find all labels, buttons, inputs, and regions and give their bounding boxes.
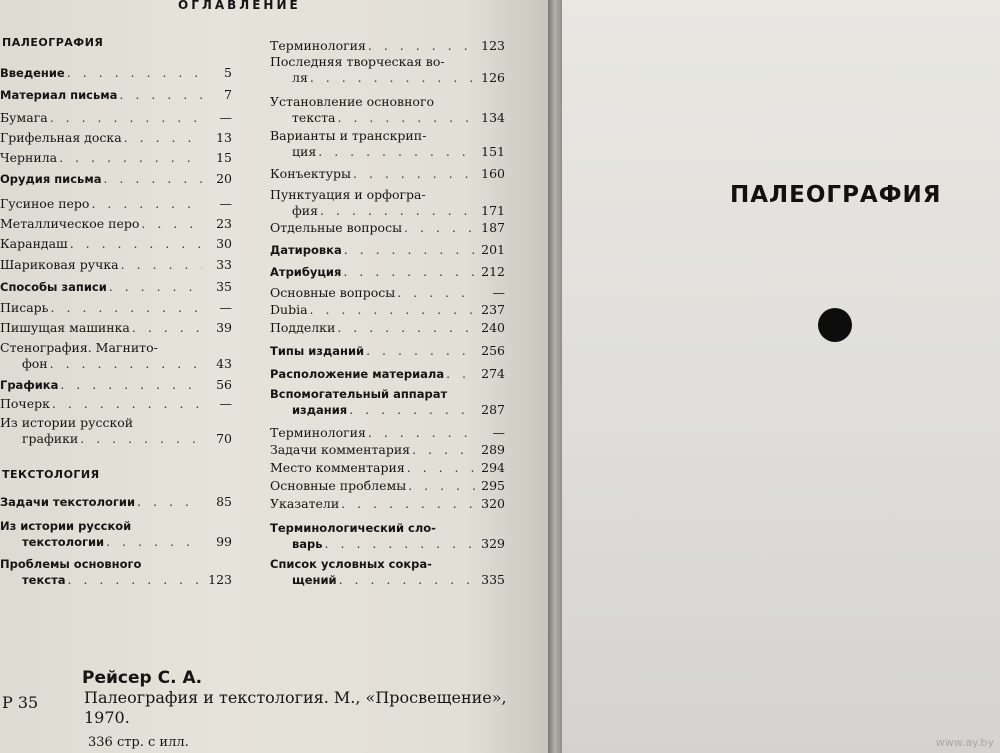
toc-entry-page: 256 [481,343,505,358]
toc-entry-page: 13 [216,130,232,145]
toc-entry-title: Подделки [270,320,336,335]
toc-entry-page: 15 [216,150,232,165]
leader-dots [121,257,202,273]
toc-entry-title-cont: издания [292,403,348,417]
toc-entry [270,496,505,512]
leader-dots [124,130,202,146]
leader-dots [70,236,202,252]
toc-entry-title: Типы изданий [270,344,365,358]
leader-dots [320,203,475,219]
toc-entry-page: 70 [216,431,232,446]
toc-entry [270,478,505,494]
toc-entry [0,110,232,126]
toc-entry-page: — [219,196,232,211]
leader-dots [446,366,475,382]
toc-entry-title: Терминология [270,38,366,53]
toc-entry-page: — [219,396,232,411]
toc-entry [0,279,232,295]
toc-entry-page: 123 [481,38,505,53]
leader-dots [412,442,475,458]
toc-entry-page: 126 [481,70,505,85]
toc-entry-continuation [0,356,232,372]
toc-entry [270,285,505,301]
toc-entry-page: 187 [481,220,505,235]
toc-entry-page: 7 [224,87,232,102]
book-spine [548,0,562,753]
toc-entry-title: Грифельная доска [0,130,122,145]
leader-dots [51,300,203,316]
leader-dots [59,150,202,166]
toc-entry-title: Введение [0,66,65,80]
leader-dots [310,302,475,318]
toc-entry-page: 212 [481,264,505,279]
toc-entry-page: 160 [481,166,505,181]
toc-entry-title-cont: фон [22,356,48,371]
toc-entry-title-cont: фия [292,203,319,218]
toc-entry-title: Бумага [0,110,48,125]
toc-entry [270,320,505,336]
toc-entry-page: 20 [216,171,232,186]
leader-dots [338,110,476,126]
toc-entry-title: Способы записи [0,280,107,294]
toc-entry [0,494,232,510]
leader-dots [349,402,475,418]
toc-entry-continuation [0,534,232,550]
leader-dots [404,220,475,236]
toc-entry-title: Проблемы основного [0,557,142,571]
half-title: ПАЛЕОГРАФИЯ [730,182,942,208]
leader-dots [325,536,475,552]
toc-entry [270,366,505,382]
toc-entry-continuation [0,431,232,447]
leader-dots [339,572,475,588]
right-page [562,0,1000,753]
classification-code: Р 35 [2,693,39,712]
toc-entry [270,264,505,280]
leader-dots [50,110,202,126]
toc-entry-title: Отдельные вопросы [270,220,403,235]
toc-entry [270,442,505,458]
toc-entry-title-cont: ция [292,144,317,159]
toc-entry-title-cont: графики [22,431,79,446]
toc-entry-continuation [270,144,505,160]
section-heading-paleography: ПАЛЕОГРАФИЯ [2,36,104,49]
toc-entry-title: Последняя творческая во- [270,54,445,69]
toc-entry-title: Задачи текстологии [0,495,136,509]
toc-entry-title-cont: варь [292,537,323,551]
toc-entry-title: Орудия письма [0,172,102,186]
toc-entry-continuation [270,402,505,418]
toc-entry-title: Из истории русской [0,519,132,533]
toc-entry-continuation [270,536,505,552]
leader-dots [141,216,202,232]
toc-entry-page: 35 [216,279,232,294]
toc-entry-page: 289 [481,442,505,457]
toc-entry-title: Задачи комментария [270,442,411,457]
toc-entry-title: Гусиное перо [0,196,90,211]
toc-entry-continuation [0,572,232,588]
toc-entry-title: Из истории русской [0,415,134,430]
toc-entry-title: Список условных сокра- [270,557,432,571]
toc-entry-title: Расположение материала [270,367,445,381]
author-name: Рейсер С. А. [82,668,203,688]
toc-entry [270,425,505,441]
toc-entry-page: — [492,425,505,440]
toc-entry [270,242,505,258]
toc-entry-title: Атрибуция [270,265,342,279]
toc-entry-page: — [492,285,505,300]
toc-entry-title: Вспомогательный аппарат [270,387,448,401]
leader-dots [408,478,475,494]
toc-entry-title: Основные вопросы [270,285,396,300]
toc-entry-title: Карандаш [0,236,68,251]
toc-entry-continuation [270,203,505,219]
toc-entry-page: 151 [481,144,505,159]
leader-dots [368,425,475,441]
toc-entry-page: 320 [481,496,505,511]
toc-entry-page: 295 [481,478,505,493]
toc-entry [270,302,505,318]
toc-entry-page: — [219,110,232,125]
toc-entry-title: Основные проблемы [270,478,407,493]
toc-entry [270,460,505,476]
toc-entry [270,187,505,219]
leader-dots [104,171,203,187]
toc-entry [0,257,232,273]
toc-entry-title: Стенография. Магнито- [0,340,158,355]
toc-entry-title: Почерк [0,396,50,411]
toc-entry [0,130,232,146]
leader-dots [344,242,475,258]
leader-dots [119,87,202,103]
ornament-dot [818,308,852,342]
toc-entry-title: Терминологический сло- [270,521,436,535]
toc-entry-page: 171 [481,203,505,218]
toc-entry [0,377,232,393]
toc-entry-title-cont: щений [292,573,337,587]
leader-dots [60,377,202,393]
toc-entry-page: 329 [481,536,505,551]
toc-entry [270,128,505,160]
toc-entry [270,520,505,552]
toc-entry [270,166,505,182]
toc-entry-page: 85 [216,494,232,509]
leader-dots [67,65,202,81]
toc-heading: ОГЛАВЛЕНИЕ [178,0,301,12]
book-description: Палеография и текстология. М., «Просвещение», 1970. [84,688,507,727]
toc-entry [0,320,232,336]
toc-entry-title: Dubia [270,302,308,317]
toc-entry [0,87,232,103]
toc-entry-page: 294 [481,460,505,475]
toc-entry-title: Писарь [0,300,49,315]
toc-entry [0,171,232,187]
toc-entry-title: Установление основного [270,94,435,109]
toc-entry-continuation [270,110,505,126]
toc-entry [0,340,232,372]
leader-dots [341,496,475,512]
leader-dots [132,320,202,336]
toc-entry [270,220,505,236]
toc-entry-title: Датировка [270,243,342,257]
toc-entry [270,54,505,86]
toc-entry [270,386,505,418]
leader-dots [353,166,475,182]
toc-entry-page: — [219,300,232,315]
toc-entry-page: 5 [224,65,232,80]
toc-entry-page: 39 [216,320,232,335]
toc-entry-continuation [270,70,505,86]
toc-entry-title: Материал письма [0,88,118,102]
section-heading-textology: ТЕКСТОЛОГИЯ [2,468,100,481]
toc-entry-title: Шариковая ручка [0,257,119,272]
toc-entry-title: Чернила [0,150,58,165]
toc-entry-page: 201 [481,242,505,257]
toc-entry-page: 123 [208,572,232,587]
toc-entry-page: 287 [481,402,505,417]
toc-entry [0,150,232,166]
leader-dots [337,320,475,336]
leader-dots [106,534,202,550]
toc-entry-page: 23 [216,216,232,231]
toc-entry-title-cont: текстологии [22,535,105,549]
toc-entry-page: 56 [216,377,232,392]
toc-entry-title-cont: текста [22,573,66,587]
toc-entry-page: 237 [481,302,505,317]
leader-dots [52,396,202,412]
leader-dots [343,264,475,280]
toc-entry [0,65,232,81]
toc-entry-page: 134 [481,110,505,125]
toc-entry-title: Пунктуация и орфогра- [270,187,426,202]
leader-dots [109,279,202,295]
toc-entry-title-cont: текста [292,110,336,125]
toc-entry-title: Пишущая машинка [0,320,130,335]
toc-entry [270,556,505,588]
leader-dots [137,494,202,510]
toc-entry [0,236,232,252]
toc-entry-title: Указатели [270,496,340,511]
leader-dots [80,431,202,447]
toc-entry [270,94,505,126]
toc-entry-page: 99 [216,534,232,549]
leader-dots [407,460,475,476]
leader-dots [318,144,475,160]
toc-entry [0,556,232,588]
toc-entry [0,518,232,550]
leader-dots [91,196,202,212]
leader-dots [68,572,202,588]
toc-entry-title: Место комментария [270,460,405,475]
toc-entry [0,396,232,412]
toc-entry [0,415,232,447]
leader-dots [50,356,202,372]
watermark: www.ay.by [935,736,994,749]
page-count: 336 стр. с илл. [88,735,189,750]
toc-entry-page: 274 [481,366,505,381]
toc-entry [0,196,232,212]
leader-dots [368,38,475,54]
toc-entry-title: Терминология [270,425,366,440]
leader-dots [366,343,475,359]
toc-entry-page: 33 [216,257,232,272]
toc-entry [270,38,505,54]
leader-dots [397,285,475,301]
leader-dots [310,70,475,86]
toc-entry-page: 335 [481,572,505,587]
toc-entry-title-cont: ля [292,70,308,85]
toc-entry-page: 43 [216,356,232,371]
toc-entry [270,343,505,359]
toc-entry-title: Металлическое перо [0,216,140,231]
toc-entry-page: 240 [481,320,505,335]
toc-entry-title: Варианты и транскрип- [270,128,427,143]
toc-entry [0,300,232,316]
toc-entry-title: Графика [0,378,59,392]
toc-entry-page: 30 [216,236,232,251]
toc-entry [0,216,232,232]
toc-entry-continuation [270,572,505,588]
toc-entry-title: Конъектуры [270,166,351,181]
